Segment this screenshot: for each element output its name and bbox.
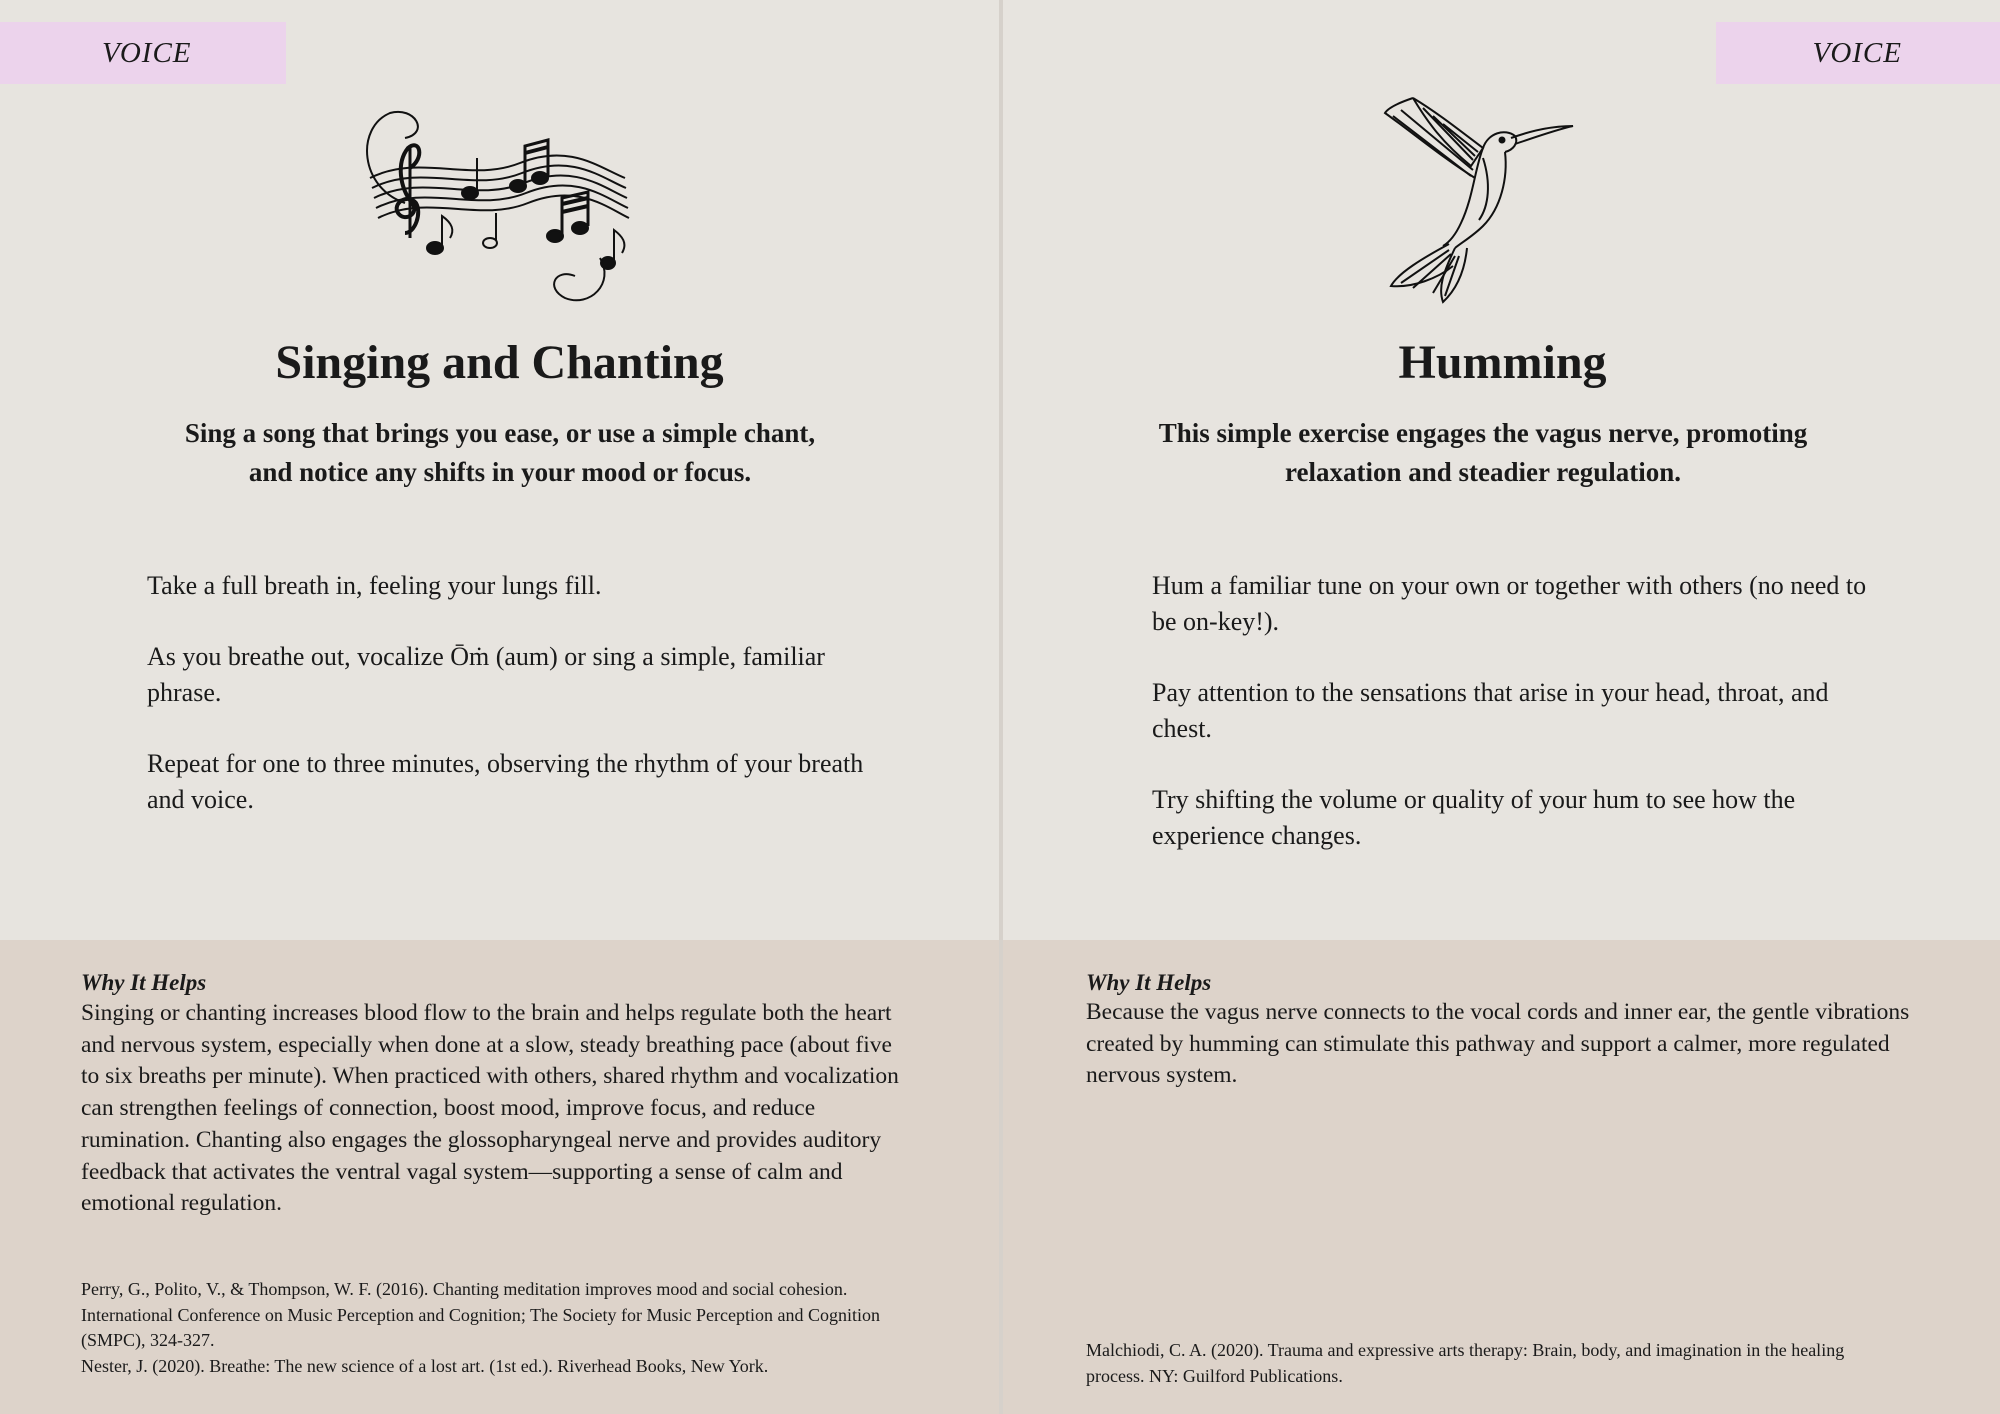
why-heading: Why It Helps [1086, 970, 1212, 995]
step-item: Hum a familiar tune on your own or together with others (no need to be on-key!). [1152, 571, 1867, 636]
steps-list [147, 568, 867, 853]
step-item: Repeat for one to three minutes, observing the rhythm of your breath and voice. [147, 749, 864, 814]
hummingbird-icon [1383, 88, 1603, 308]
why-it-helps-section [0, 940, 999, 1414]
step-item: Try shifting the volume or quality of your hum to see how the experience changes. [1152, 785, 1796, 850]
why-body: Because the vagus nerve connects to the vocal cords and inner ear, the gentle vibrations created by humming can stimulate this pathway and support a calmer, more regulated nervous system. [1086, 999, 1910, 1089]
why-it-helps-section [1003, 940, 2000, 1414]
reference-item: Nester, J. (2020). Breathe: The new science of a lost art. (1st ed.). Riverhead Books, New York. [81, 1355, 769, 1376]
why-heading: Why It Helps [81, 970, 207, 995]
references [1086, 1338, 1886, 1389]
references [81, 1277, 881, 1379]
category-tag: VOICE [0, 22, 286, 84]
card-title: Singing and Chanting [275, 336, 724, 389]
step-item: Pay attention to the sensations that arise in your head, throat, and chest. [1152, 678, 1829, 743]
steps-list [1152, 568, 1872, 889]
left-card [0, 0, 999, 1414]
why-body: Singing or chanting increases blood flow to the brain and helps regulate both the heart and nervous system, especially when done at a slow, steady breathing pace (about five to six breaths per minute). When practiced with others, shared rhythm and vocalization can strengthen feelings of connection, boost mood, improve focus, and reduce rumination. Chanting also engages the glossopharyngeal nerve and provides auditory feedback that activates the ventral vagal system—supporting a sense of calm and emotional regulation. [81, 1000, 899, 1217]
right-card [1003, 0, 2000, 1414]
category-tag: VOICE [1716, 22, 2000, 84]
reference-item: Malchiodi, C. A. (2020). Trauma and expressive arts therapy: Brain, body, and imagination in the healing process. NY: Guilford Publications. [1086, 1340, 1845, 1386]
card-title: Humming [1398, 336, 1607, 389]
card-subtitle: Sing a song that brings you ease, or use a simple chant, and notice any shifts in your mood or focus. [184, 418, 816, 487]
step-item: Take a full breath in, feeling your lungs fill. [147, 571, 602, 600]
card-subtitle: This simple exercise engages the vagus nerve, promoting relaxation and steadier regulation. [1158, 418, 1808, 487]
reference-item: Perry, G., Polito, V., & Thompson, W. F. (2016). Chanting meditation improves mood and social cohesion. International Conference on Music Perception and Cognition; The Society for Music Perception and Cognition (SMPC), 324-327. [81, 1279, 880, 1350]
music-notes-icon [360, 108, 640, 308]
step-item: As you breathe out, vocalize Ōṁ (aum) or sing a simple, familiar phrase. [147, 642, 825, 707]
